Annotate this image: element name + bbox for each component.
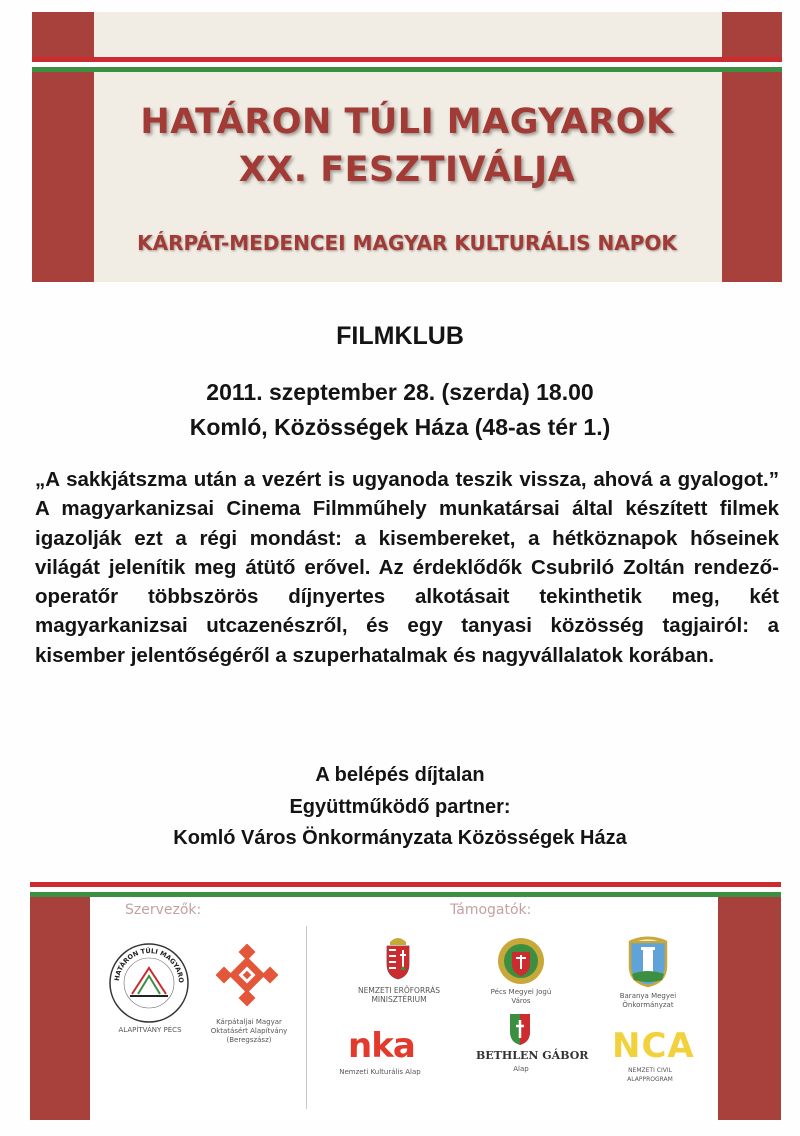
- festival-title-line2: XX. FESZTIVÁLJA: [238, 150, 576, 190]
- foundation-caption: ALAPÍTVÁNY PÉCS: [118, 1026, 182, 1034]
- event-date: 2011. szeptember 28. (szerda) 18.00: [206, 379, 594, 405]
- green-stripe: [32, 67, 782, 72]
- partner-name: Komló Város Önkormányzata Közösségek Háza: [173, 827, 627, 849]
- bethlen-caption: Alap: [513, 1065, 529, 1073]
- tower-crest-icon: [626, 934, 670, 993]
- coat-of-arms-icon: [384, 934, 412, 985]
- event-title: FILMKLUB: [336, 322, 464, 350]
- ornament-caption: Kárpátaljai Magyar Oktatásért Alapítvány (Beregszász): [210, 1018, 288, 1044]
- ministry-caption: NEMZETI ERŐFORRÁS MINISZTÉRIUM: [358, 986, 440, 1004]
- city-caption: Pécs Megyei Jogú Város: [490, 988, 552, 1005]
- nka-logo-icon: nka: [348, 1026, 415, 1066]
- partner-label: Együttműködő partner:: [289, 796, 511, 818]
- footer-right-bar: [718, 882, 781, 1120]
- county-crest-icon: [495, 936, 547, 991]
- ornament-icon: [216, 944, 278, 1011]
- organizers-label: Szervezők:: [125, 902, 202, 918]
- foundation-seal-icon: [108, 942, 190, 1029]
- header-banner: [32, 12, 782, 282]
- entry-info: A belépés díjtalan: [315, 764, 485, 786]
- county-caption: Baranya Megyei Önkormányzat: [619, 992, 677, 1009]
- festival-title-line1: HATÁRON TÚLI MAGYAROK: [140, 102, 674, 142]
- supporters-label: Támogatók:: [450, 902, 532, 918]
- nca-caption: NEMZETI CIVIL ALAPPROGRAM: [627, 1067, 673, 1083]
- event-venue: Komló, Közösségek Háza (48-as tér 1.): [189, 414, 611, 440]
- event-description: „A sakkjátszma után a vezért is ugyanoda teszik vissza, ahová a gyalogot.” A magyarkanizsai Cinema Filmműhely munkatársai által készített filmek igazolják ezt a régi mondást: a kisembereket, a hétköznapok hőseinek világát jelenítik meg átütő erővel. Az érdeklődők Csubriló Zoltán rendező-operatőr többszörös díjnyertes alkotásait tekinthetik meg, két magyarkanizsai utcazenészről, és egy tanyasi közösség tagjairól: a kisember jelentőségéről a szuperhatalmak és nagyvállalatok korában.: [35, 468, 779, 667]
- seal-ring-text: HATÁRON TÚLI MAGYARO: [113, 946, 186, 984]
- nca-logo-icon: NCA: [612, 1026, 695, 1066]
- bethlen-logo-icon: BETHLEN GÁBOR: [476, 1049, 589, 1062]
- footer-green-stripe: [30, 892, 781, 897]
- sponsor-footer: [30, 882, 781, 1120]
- footer-divider: [306, 926, 307, 1109]
- bethlen-crest-icon: [508, 1012, 532, 1051]
- nka-caption: Nemzeti Kulturális Alap: [339, 1068, 421, 1076]
- footer-left-bar: [30, 882, 90, 1120]
- festival-subtitle: KÁRPÁT-MEDENCEI MAGYAR KULTURÁLIS NAPOK: [137, 231, 677, 255]
